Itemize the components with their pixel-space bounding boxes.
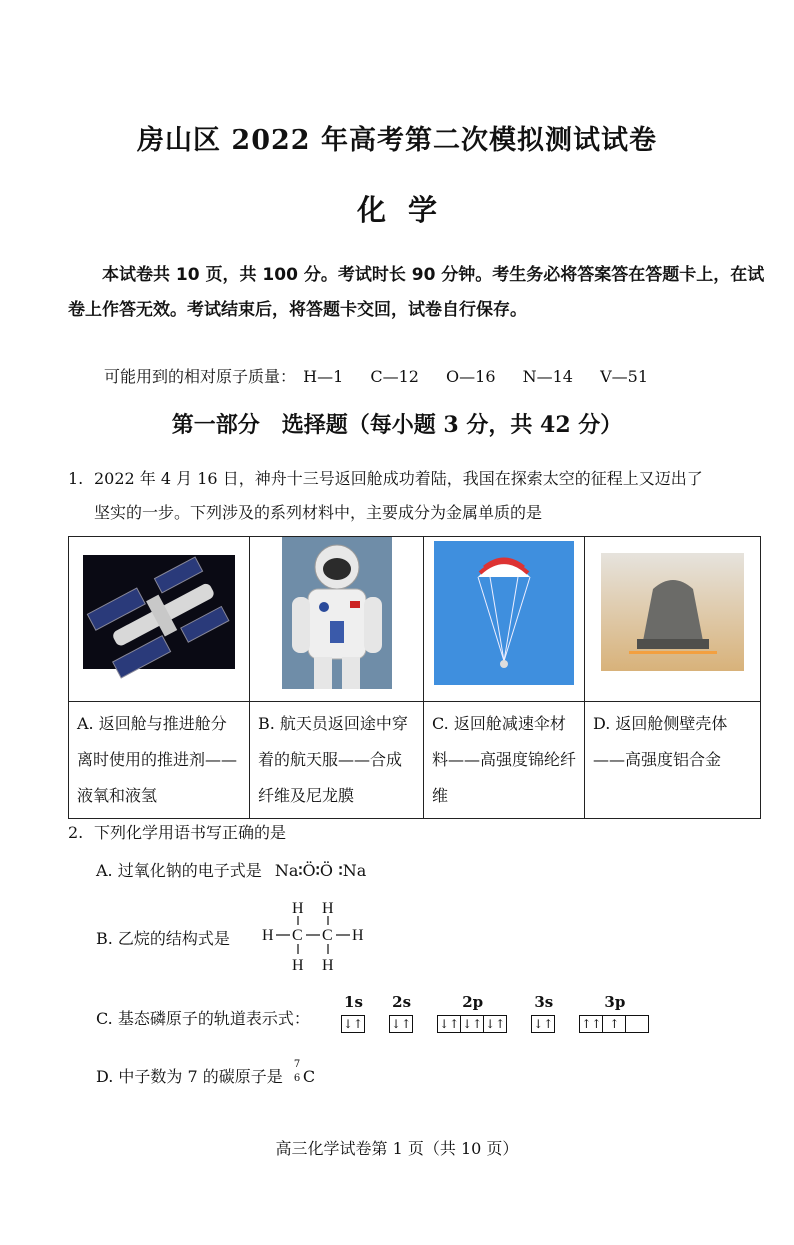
svg-text:H: H (292, 900, 304, 917)
svg-text:H: H (262, 927, 274, 944)
q2-option-c[interactable]: C. 基态磷原子的轨道表示式： (96, 1009, 310, 1028)
masses-label: 可能用到的相对原子质量： (104, 367, 297, 386)
page-footer: 高三化学试卷第 1 页（共 10 页） (275, 1139, 519, 1158)
question-stem-line2: 坚实的一步。下列涉及的系列材料中，主要成分为金属单质的是 (94, 503, 543, 522)
return-capsule-image (585, 537, 761, 702)
question-stem-line1: 2022 年 4 月 16 日，神舟十三号返回舱成功着陆，我国在探索太空的征程上又迈出了 (94, 469, 703, 488)
q2-option-a[interactable]: A. 过氧化钠的电子式是 Na∶Ö∶Ö ∶Na (96, 861, 367, 880)
svg-text:H: H (352, 927, 364, 944)
svg-text:C: C (292, 927, 303, 944)
mass-h: H—1 (303, 367, 344, 386)
spacesuit-image (250, 537, 424, 702)
phosphorus-orbital-diagram: 1s ↓↑ 2s ↓↑ 2p ↓↑ ↓↑ ↓↑ 3s ↓↑ 3p ↑↑ ↑ (342, 993, 669, 1033)
sodium-peroxide-electron-formula: Na∶Ö∶Ö ∶Na (274, 861, 367, 880)
question-2 (68, 820, 286, 843)
mass-c: C—12 (370, 367, 419, 386)
subject-title: 化学 (356, 193, 459, 227)
q1-option-d[interactable]: D. 返回舱侧壁壳体——高强度铝合金 (585, 702, 761, 819)
question-number: 1. (68, 469, 84, 488)
ethane-structural-formula (258, 896, 378, 978)
q1-options-table (68, 536, 761, 819)
question-number: 2. (68, 823, 84, 842)
svg-text:H: H (292, 957, 304, 974)
space-station-image (69, 537, 250, 702)
mass-v: V—51 (600, 367, 648, 386)
carbon-isotope-symbol: 7 6 C (293, 1059, 316, 1086)
q1-option-c[interactable]: C. 返回舱减速伞材料——高强度锦纶纤维 (424, 702, 585, 819)
section-title: 第一部分 选择题（每小题 3 分，共 42 分） (171, 412, 623, 438)
q2-option-d[interactable]: D. 中子数为 7 的碳原子是 7 6 C (96, 1064, 318, 1087)
parachute-image (424, 537, 585, 702)
svg-text:H: H (322, 957, 334, 974)
question-stem: 下列化学用语书写正确的是 (94, 823, 287, 842)
mass-o: O—16 (446, 367, 496, 386)
mass-n: N—14 (522, 367, 573, 386)
q1-option-a[interactable]: A. 返回舱与推进舱分离时使用的推进剂——液氧和液氢 (69, 702, 250, 819)
q2-option-b[interactable]: B. 乙烷的结构式是 (96, 929, 230, 948)
atomic-masses (104, 364, 670, 387)
svg-text:H: H (322, 900, 334, 917)
question-1 (68, 462, 768, 530)
svg-text:C: C (322, 927, 333, 944)
exam-instructions: 本试卷共 10 页，共 100 分。考试时长 90 分钟。考生务必将答案答在答题卡上，在试卷上作答无效。考试结束后，将答题卡交回，试卷自行保存。 (68, 265, 765, 320)
q1-option-b[interactable]: B. 航天员返回途中穿着的航天服——合成纤维及尼龙膜 (250, 702, 424, 819)
exam-title: 房山区 2022 年高考第二次模拟测试试卷 (137, 125, 657, 156)
